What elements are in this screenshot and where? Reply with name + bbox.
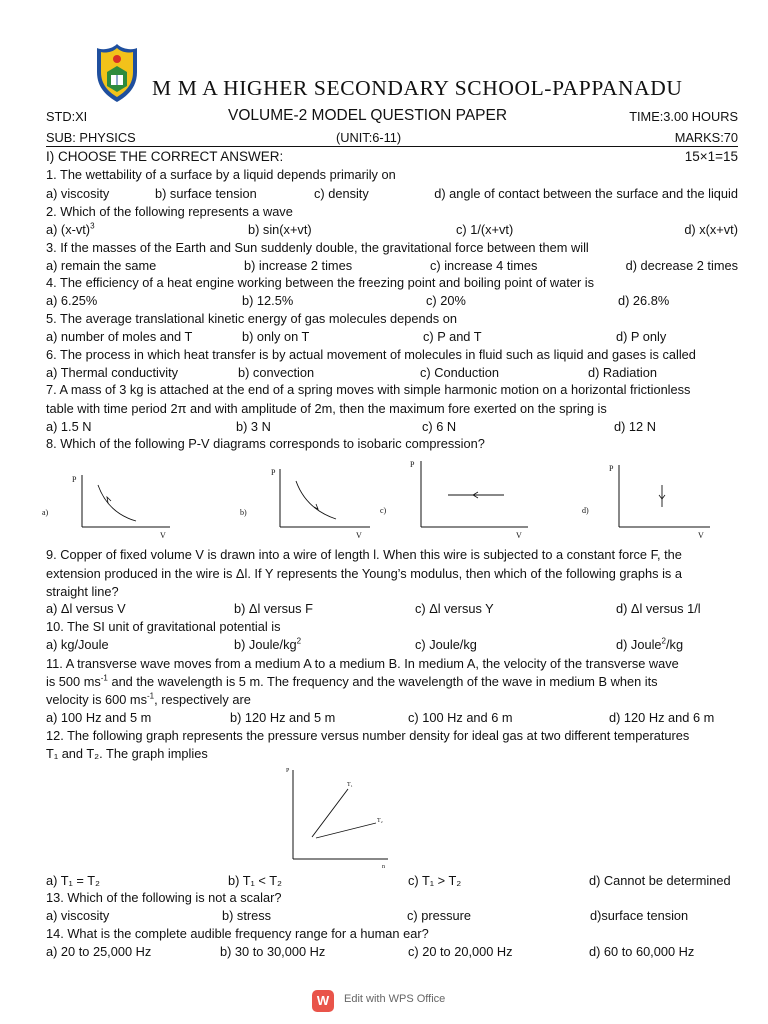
option-a: a) Δl versus V bbox=[46, 601, 126, 616]
options-q11 bbox=[46, 710, 738, 726]
options-q10 bbox=[46, 637, 738, 653]
question-11-line-3: velocity is 600 $ms^{-1}$, respectively are bbox=[46, 691, 251, 707]
question-11-line-2: is 500 $ms^{-1}$ and the wavelength is 5 m. The frequency and the wavelength of the wave in medium B when its bbox=[46, 673, 658, 689]
option-a: a) 6.25% bbox=[46, 293, 98, 308]
question-10: 10. The SI unit of gravitational potential is bbox=[46, 619, 281, 634]
option-d: d) 60 to 60,000 Hz bbox=[589, 944, 695, 959]
std-label: STD:XI bbox=[46, 109, 88, 124]
svg-text:a): a) bbox=[42, 508, 49, 517]
section-header bbox=[46, 149, 738, 167]
option-c: c) Δl versus Y bbox=[415, 601, 494, 616]
option-c: c) pressure bbox=[407, 908, 472, 923]
option-a: a) remain the same bbox=[46, 258, 157, 273]
option-d: d) x(x+vt) bbox=[684, 222, 738, 237]
svg-text:P: P bbox=[609, 464, 614, 473]
question-9-line-2: extension produced in the wire is Δl. If Y represents the Young’s modulus, then which of the following graphs is a bbox=[46, 566, 682, 581]
option-b: b) 120 Hz and 5 m bbox=[230, 710, 336, 725]
option-b: b) stress bbox=[222, 908, 272, 923]
question-7-line-1: 7. A mass of 3 kg is attached at the end of a spring moves with simple harmonic motion on a horizontal frictionless bbox=[46, 382, 691, 397]
option-d: d) decrease 2 times bbox=[625, 258, 738, 273]
pv-diagram-b bbox=[240, 468, 370, 540]
question-14: 14. What is the complete audible frequency range for a human ear? bbox=[46, 926, 429, 941]
option-c: c) 20% bbox=[426, 293, 466, 308]
question-1: 1. The wettability of a surface by a liquid depends primarily on bbox=[46, 167, 396, 182]
option-d: d) 120 Hz and 6 m bbox=[609, 710, 715, 725]
options-q5 bbox=[46, 329, 738, 345]
question-13: 13. Which of the following is not a scalar? bbox=[46, 890, 282, 905]
section-title: I) CHOOSE THE CORRECT ANSWER: bbox=[46, 149, 284, 164]
option-b: b) Joule/$kg^2$ bbox=[234, 636, 302, 652]
school-logo bbox=[93, 42, 141, 104]
svg-text:n: n bbox=[382, 864, 385, 870]
svg-text:P: P bbox=[286, 768, 290, 774]
option-a: a) number of moles and T bbox=[46, 329, 193, 344]
option-a: a) 1.5 N bbox=[46, 419, 92, 434]
option-b: b) surface tension bbox=[155, 186, 257, 201]
option-d: d)surface tension bbox=[590, 908, 689, 923]
option-c: c) 20 to 20,000 Hz bbox=[408, 944, 513, 959]
paper-title: VOLUME-2 MODEL QUESTION PAPER bbox=[228, 107, 508, 124]
svg-text:T₁: T₁ bbox=[347, 782, 353, 788]
question-12-line-1: 12. The following graph represents the pressure versus number density for ideal gas at two different temperatures bbox=[46, 728, 690, 743]
option-d: d) 26.8% bbox=[618, 293, 670, 308]
svg-text:b): b) bbox=[240, 508, 247, 517]
unit-label: (UNIT:6-11) bbox=[336, 130, 402, 145]
option-b: b) 3 N bbox=[236, 419, 271, 434]
option-a: a) $(x-vt)^3$ bbox=[46, 221, 95, 237]
question-9-line-1: 9. Copper of fixed volume V is drawn into a wire of length l. When this wire is subjected to a constant force F, the bbox=[46, 547, 682, 562]
option-d: d) P only bbox=[616, 329, 667, 344]
options-q13 bbox=[46, 908, 738, 924]
question-3: 3. If the masses of the Earth and Sun suddenly double, the gravitational force between them will bbox=[46, 240, 589, 255]
option-b: b) T₁ < T₂ bbox=[228, 873, 282, 888]
option-a: a) viscosity bbox=[46, 186, 110, 201]
wps-edit-link[interactable]: Edit with WPS Office bbox=[344, 993, 446, 1005]
option-b: b) sin(x+vt) bbox=[248, 222, 312, 237]
svg-text:c): c) bbox=[380, 506, 387, 515]
option-b: b) increase 2 times bbox=[244, 258, 353, 273]
pressure-density-graph bbox=[280, 762, 390, 872]
option-a: a) kg/Joule bbox=[46, 637, 109, 652]
option-d: d) Joule$^2$/kg bbox=[616, 636, 684, 652]
options-q3 bbox=[46, 258, 738, 274]
option-a: a) viscosity bbox=[46, 908, 110, 923]
time-label: TIME:3.00 HOURS bbox=[629, 109, 738, 124]
option-b: b) Δl versus F bbox=[234, 601, 313, 616]
options-q12 bbox=[46, 873, 738, 889]
wps-icon: W bbox=[312, 990, 334, 1012]
question-5: 5. The average translational kinetic energy of gas molecules depends on bbox=[46, 311, 457, 326]
pv-diagram-d bbox=[582, 464, 710, 540]
pv-diagram-c bbox=[380, 460, 528, 540]
options-q6 bbox=[46, 365, 738, 381]
svg-text:P: P bbox=[72, 475, 77, 484]
option-c: c) increase 4 times bbox=[430, 258, 538, 273]
option-d: d) Cannot be determined bbox=[589, 873, 731, 888]
question-12-line-2: T₁ and T₂. The graph implies bbox=[46, 746, 208, 761]
options-q4 bbox=[46, 293, 738, 309]
question-4: 4. The efficiency of a heat engine working between the freezing point and boiling point of water is bbox=[46, 275, 595, 290]
option-c: c) density bbox=[314, 186, 369, 201]
option-b: b) 12.5% bbox=[242, 293, 294, 308]
option-c: c) 100 Hz and 6 m bbox=[408, 710, 513, 725]
svg-text:V: V bbox=[160, 531, 166, 540]
option-a: a) T₁ = T₂ bbox=[46, 873, 100, 888]
option-b: b) 30 to 30,000 Hz bbox=[220, 944, 326, 959]
option-a: a) 20 to 25,000 Hz bbox=[46, 944, 152, 959]
option-c: c) P and T bbox=[423, 329, 482, 344]
options-q1 bbox=[46, 186, 738, 202]
options-q7 bbox=[46, 419, 738, 435]
school-name: M M A HIGHER SECONDARY SCHOOL-PAPPANADU bbox=[152, 76, 683, 100]
svg-text:V: V bbox=[356, 531, 362, 540]
option-a: a) 100 Hz and 5 m bbox=[46, 710, 152, 725]
option-c: c) Conduction bbox=[420, 365, 499, 380]
header-row-1 bbox=[46, 107, 738, 125]
question-9-line-3: straight line? bbox=[46, 584, 119, 599]
svg-text:V: V bbox=[516, 531, 522, 540]
svg-text:d): d) bbox=[582, 506, 589, 515]
question-7-line-2: table with time period 2π and with amplitude of 2m, then the maximum fore exerted on the spring is bbox=[46, 401, 607, 416]
question-11-line-1: 11. A transverse wave moves from a medium A to a medium B. In medium A, the velocity of the transverse wave bbox=[46, 656, 679, 671]
pv-diagram-a bbox=[42, 475, 170, 540]
option-a: a) Thermal conductivity bbox=[46, 365, 179, 380]
option-c: c) 6 N bbox=[422, 419, 457, 434]
subject-label: SUB: PHYSICS bbox=[46, 130, 136, 145]
marks-label: MARKS:70 bbox=[674, 130, 738, 145]
option-d: d) Δl versus 1/l bbox=[616, 601, 701, 616]
option-d: d) angle of contact between the surface and the liquid bbox=[434, 186, 738, 201]
option-c: c) 1/(x+vt) bbox=[456, 222, 514, 237]
option-b: b) only on T bbox=[242, 329, 310, 344]
option-c: c) Joule/kg bbox=[415, 637, 477, 652]
svg-text:P: P bbox=[271, 468, 276, 477]
options-q2 bbox=[46, 222, 738, 238]
question-2: 2. Which of the following represents a wave bbox=[46, 204, 293, 219]
options-q14 bbox=[46, 944, 738, 960]
options-q9 bbox=[46, 601, 738, 617]
svg-text:T₂: T₂ bbox=[377, 818, 383, 824]
option-b: b) convection bbox=[238, 365, 315, 380]
section-marks: 15×1=15 bbox=[684, 149, 738, 164]
svg-text:P: P bbox=[410, 460, 415, 469]
pv-diagrams bbox=[40, 455, 730, 540]
question-6: 6. The process in which heat transfer is by actual movement of molecules in fluid such as liquid and gases is called bbox=[46, 347, 696, 362]
option-d: d) 12 N bbox=[614, 419, 656, 434]
question-8: 8. Which of the following P-V diagrams corresponds to isobaric compression? bbox=[46, 436, 485, 451]
option-d: d) Radiation bbox=[588, 365, 658, 380]
header-row-2 bbox=[46, 130, 738, 147]
svg-text:V: V bbox=[698, 531, 704, 540]
option-c: c) T₁ > T₂ bbox=[408, 873, 462, 888]
